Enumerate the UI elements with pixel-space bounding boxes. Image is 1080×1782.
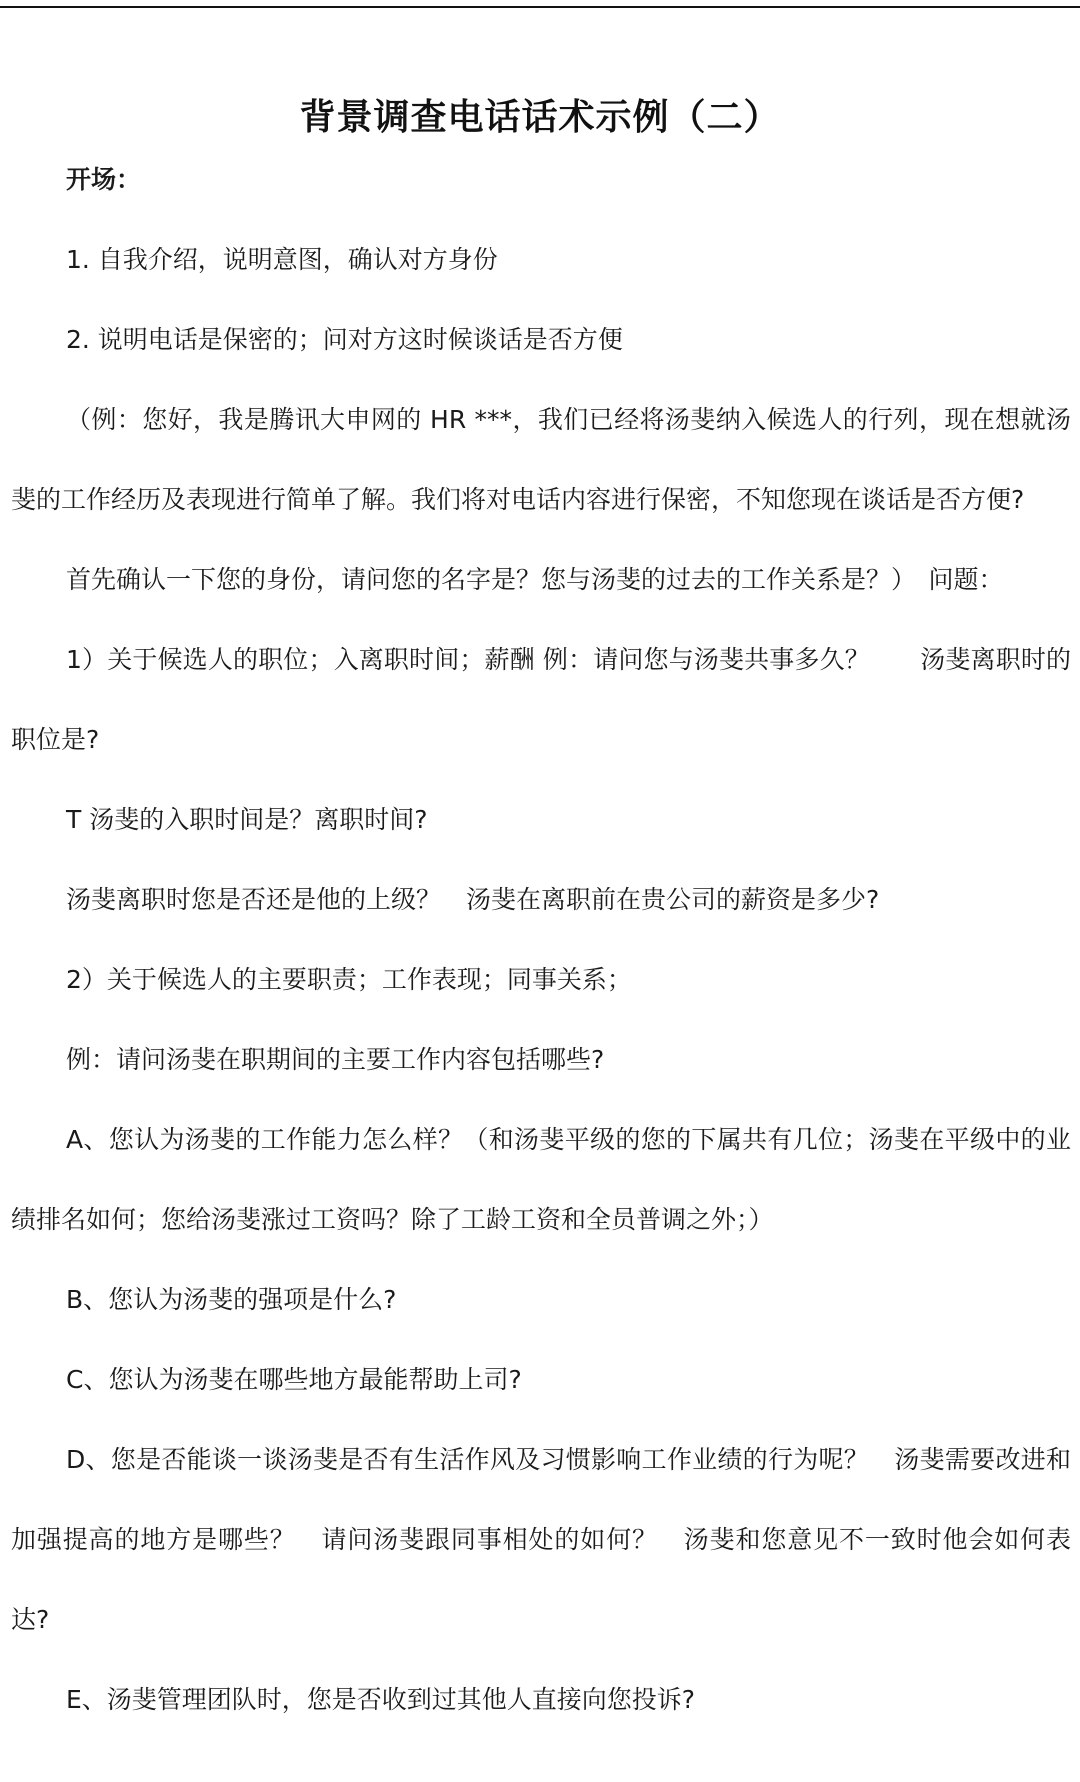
paragraph-question-1-salary: 汤斐离职时您是否还是他的上级？ 汤斐在离职前在贵公司的薪资是多少?	[66, 885, 880, 914]
paragraph-item-b: B、您认为汤斐的强项是什么?	[66, 1285, 397, 1314]
paragraph-question-2-example: 例：请问汤斐在职期间的主要工作内容包括哪些?	[66, 1045, 605, 1074]
paragraph-identity-check: 首先确认一下您的身份，请问您的名字是？您与汤斐的过去的工作关系是？） 问题：	[66, 565, 1004, 594]
paragraph-step-2: 2. 说明电话是保密的；问对方这时候谈话是否方便	[66, 325, 623, 354]
paragraph-item-e: E、汤斐管理团队时，您是否收到过其他人直接向您投诉?	[66, 1685, 696, 1714]
section-heading-opening: 开场：	[66, 165, 142, 194]
paragraph-example-intro: （例：您好，我是腾讯大申网的 HR ***，我们已经将汤斐纳入候选人的行列，现在想就汤斐的工作经历及表现进行简单了解。我们将对电话内容进行保密，不知您现在谈话是否方便?	[11, 405, 1071, 514]
paragraph-question-1: 1）关于候选人的职位；入离职时间；薪酬 例：请问您与汤斐共事多久？ 汤斐离职时的职位是?	[11, 645, 1071, 754]
document-title: 背景调查电话话术示例（二）	[299, 97, 781, 139]
paragraph-step-1: 1. 自我介绍，说明意图，确认对方身份	[66, 245, 498, 274]
paragraph-question-1-entry-time: T 汤斐的入职时间是？离职时间?	[66, 805, 428, 834]
document-body	[11, 140, 1071, 1740]
paragraph-item-a: A、您认为汤斐的工作能力怎么样？（和汤斐平级的您的下属共有几位；汤斐在平级中的业绩排名如何；您给汤斐涨过工资吗？除了工龄工资和全员普调之外；）	[11, 1125, 1071, 1234]
paragraph-item-c: C、您认为汤斐在哪些地方最能帮助上司?	[66, 1365, 522, 1394]
paragraph-question-2: 2）关于候选人的主要职责；工作表现；同事关系；	[66, 965, 632, 994]
paragraph-item-d: D、您是否能谈一谈汤斐是否有生活作风及习惯影响工作业绩的行为呢？ 汤斐需要改进和加强提高的地方是哪些？ 请问汤斐跟同事相处的如何？ 汤斐和您意见不一致时他会如何表达?	[11, 1445, 1071, 1634]
top-rule	[0, 6, 1080, 8]
